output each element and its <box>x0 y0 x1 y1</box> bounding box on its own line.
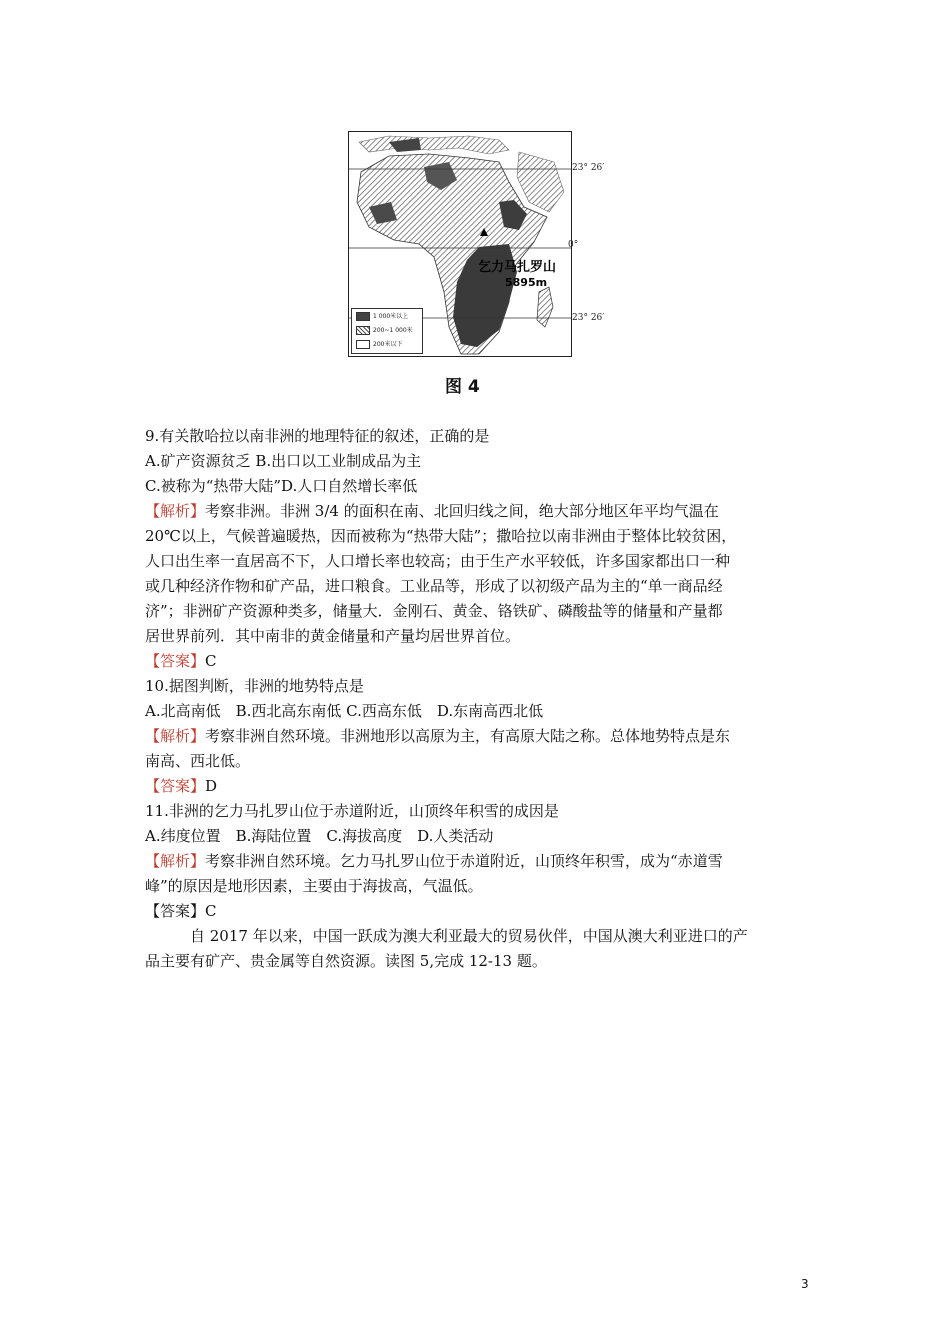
analysis-tag: 【解析】 <box>145 502 206 520</box>
analysis-line: 【解析】考察非洲。非洲 3/4 的面积在南、北回归线之间，绝大部分地区年平均气温在 <box>145 502 719 520</box>
answer-line <box>145 899 815 924</box>
question-stem: 10.据图判断，非洲的地势特点是 <box>145 677 364 695</box>
analysis-tag: 【解析】 <box>145 852 206 870</box>
analysis-line: 【解析】考察非洲自然环境。非洲地形以高原为主，有高原大陆之称。总体地势特点是东 <box>145 727 731 745</box>
legend-item-high <box>356 312 408 322</box>
legend-label: 200~1 000米 <box>373 327 413 334</box>
analysis-tag: 【解析】 <box>145 727 206 745</box>
question-9 <box>145 424 815 674</box>
answer-tag: 【答案】 <box>145 777 206 795</box>
answer-value: C <box>205 652 217 670</box>
answer-line <box>145 649 815 674</box>
map-legend <box>351 308 423 354</box>
legend-swatch-dark <box>356 312 370 321</box>
analysis-line: 济”；非洲矿产资源种类多，储量大．金刚石、黄金、铬铁矿、磷酸盐等的储量和产量都 <box>145 602 723 620</box>
analysis-line: 【解析】考察非洲自然环境。乞力马扎罗山位于赤道附近，山顶终年积雪，成为“赤道雪 <box>145 852 723 870</box>
latitude-equator-label: 0° <box>568 240 579 250</box>
mountain-elevation-label: 5895m <box>505 276 548 289</box>
legend-swatch-hatched <box>356 326 370 335</box>
question-11 <box>145 799 815 924</box>
latitude-north-label: 23° 26′ <box>572 163 605 173</box>
intro-passage <box>145 924 815 974</box>
legend-swatch-white <box>356 340 370 349</box>
figure-caption: 图 4 <box>445 377 480 397</box>
legend-label: 200米以下 <box>373 341 403 348</box>
answer-value: C <box>205 902 217 920</box>
legend-item-low <box>356 340 402 350</box>
question-options: C.被称为“热带大陆”D.人口自然增长率低 <box>145 477 418 495</box>
answer-tag: 【答案】 <box>145 902 206 920</box>
answer-value: D <box>205 777 218 795</box>
question-options: A.纬度位置 B.海陆位置 C.海拔高度 D.人类活动 <box>145 827 494 845</box>
analysis-line: 人口出生率一直居高不下，人口增长率也较高；由于生产水平较低，许多国家都出口一种 <box>145 552 731 570</box>
question-options: A.矿产资源贫乏 B.出口以工业制成品为主 <box>145 452 422 470</box>
analysis-line: 20℃以上，气候普遍暖热，因而被称为“热带大陆”；撒哈拉以南非洲由于整体比较贫困， <box>145 527 737 545</box>
question-stem: 11.非洲的乞力马扎罗山位于赤道附近，山顶终年积雪的成因是 <box>145 802 559 820</box>
analysis-line: 南高、西北低。 <box>145 752 251 770</box>
analysis-line: 峰”的原因是地形因素，主要由于海拔高，气温低。 <box>145 877 483 895</box>
analysis-line: 或几种经济作物和矿产品，进口粮食。工业品等，形成了以初级产品为主的“单一商品经 <box>145 577 723 595</box>
question-options: A.北高南低 B.西北高东南低 C.西高东低 D.东南高西北低 <box>145 702 544 720</box>
legend-item-mid <box>356 326 413 336</box>
question-10 <box>145 674 815 799</box>
mountain-name-label: 乞力马扎罗山 <box>478 260 557 275</box>
page-number: 3 <box>801 1277 809 1291</box>
answer-tag: 【答案】 <box>145 652 206 670</box>
analysis-line: 居世界前列．其中南非的黄金储量和产量均居世界首位。 <box>145 627 521 645</box>
answer-line <box>145 774 815 799</box>
intro-line: 自 2017 年以来，中国一跃成为澳大利亚最大的贸易伙伴，中国从澳大利亚进口的产 <box>145 927 748 945</box>
legend-label: 1 000米以上 <box>373 313 409 320</box>
question-stem: 9.有关散哈拉以南非洲的地理特征的叙述，正确的是 <box>145 427 490 445</box>
intro-line: 品主要有矿产、贵金属等自然资源。读图 5,完成 12-13 题。 <box>145 952 547 970</box>
latitude-south-label: 23° 26′ <box>572 313 605 323</box>
